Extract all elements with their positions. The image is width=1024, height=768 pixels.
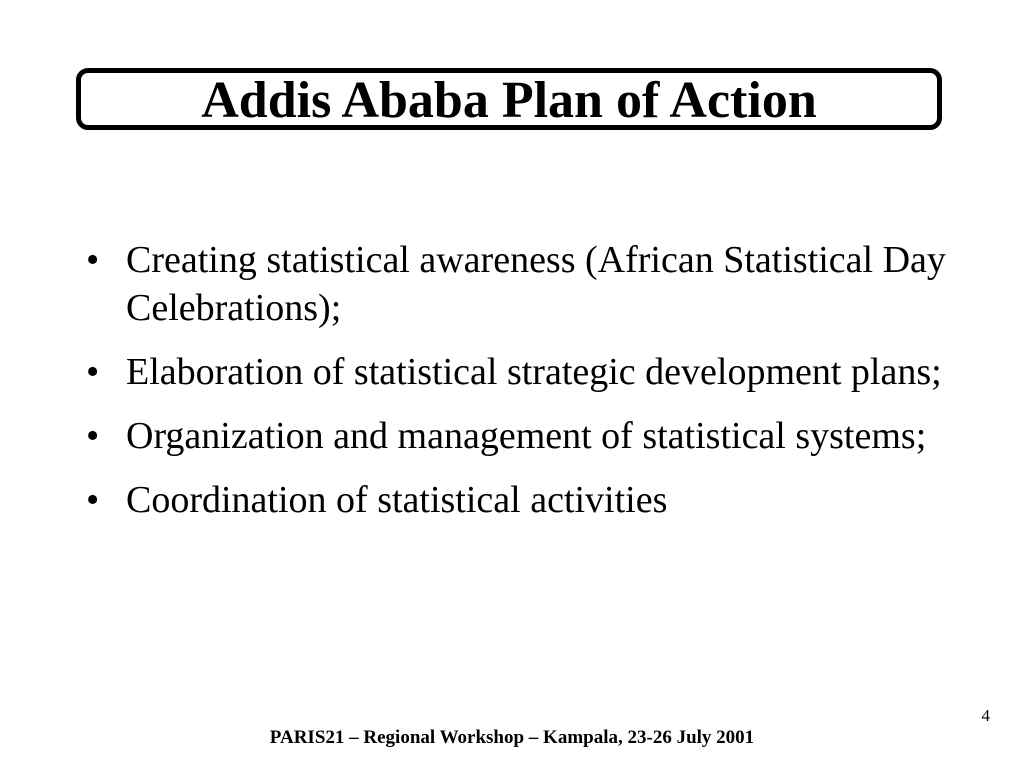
bullet-text: Organization and management of statistical systems; [126,415,927,457]
slide-footer: PARIS21 – Regional Workshop – Kampala, 23-26 July 2001 [269,727,755,748]
bullet-text: Elaboration of statistical strategic development plans; [126,351,942,393]
bullet-text: Coordination of statistical activities [126,479,668,521]
bullet-item [86,476,946,524]
page-number: 4 [981,706,990,725]
bullet-item [86,412,946,460]
bullet-item [86,236,946,332]
bullet-text: Creating statistical awareness (African Statistical Day Celebrations); [126,239,946,329]
slide-title-box [76,68,942,130]
bullet-icon: • [86,239,100,281]
bullet-icon: • [86,479,100,521]
slide-title: Addis Ababa Plan of Action [201,72,817,129]
bullet-list [86,236,946,540]
bullet-item [86,348,946,396]
bullet-icon: • [86,415,100,457]
bullet-icon: • [86,351,100,393]
